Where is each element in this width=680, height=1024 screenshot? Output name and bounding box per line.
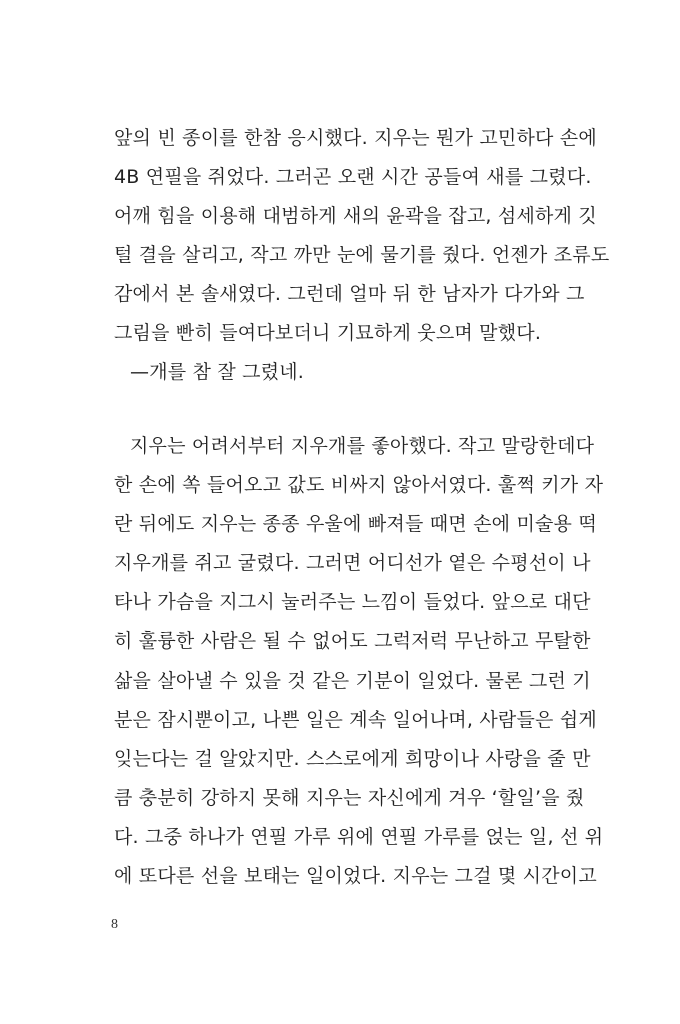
page-number: 8 <box>111 917 118 932</box>
text-line: 분은 잠시뿐이고, 나쁜 일은 계속 일어나며, 사람들은 쉽게 <box>114 709 597 731</box>
text-line: 삶을 살아낼 수 있을 것 같은 기분이 일었다. 물론 그런 기 <box>114 670 591 692</box>
text-line: 4B 연필을 쥐었다. 그러곤 오랜 시간 공들여 새를 그렸다. <box>114 166 592 188</box>
dialogue-line: —개를 참 잘 그렸네. <box>130 361 305 383</box>
text-line: 어깨 힘을 이용해 대범하게 새의 윤곽을 잡고, 섬세하게 깃 <box>114 205 597 227</box>
text-line: 지우는 어려서부터 지우개를 좋아했다. 작고 말랑한데다 <box>130 435 595 457</box>
text-line: 감에서 본 솔새였다. 그런데 얼마 뒤 한 남자가 다가와 그 <box>114 283 585 305</box>
text-line: 란 뒤에도 지우는 종종 우울에 빠져들 때면 손에 미술용 떡 <box>114 513 597 535</box>
text-line: 털 결을 살리고, 작고 까만 눈에 물기를 줬다. 언젠가 조류도 <box>114 244 610 266</box>
text-line: 잊는다는 걸 알았지만. 스스로에게 희망이나 사랑을 줄 만 <box>114 748 591 770</box>
text-line: 앞의 빈 종이를 한참 응시했다. 지우는 뭔가 고민하다 손에 <box>114 127 597 149</box>
text-line: 그림을 빤히 들여다보더니 기묘하게 웃으며 말했다. <box>114 322 542 344</box>
text-line: 에 또다른 선을 보태는 일이었다. 지우는 그걸 몇 시간이고 <box>114 865 597 887</box>
text-line: 타나 가슴을 지그시 눌러주는 느낌이 들었다. 앞으로 대단 <box>114 591 591 613</box>
text-line: 한 손에 쏙 들어오고 값도 비싸지 않아서였다. 훌쩍 키가 자 <box>114 474 604 496</box>
text-line: 다. 그중 하나가 연필 가루 위에 연필 가루를 얹는 일, 선 위 <box>114 826 604 848</box>
text-line: 지우개를 쥐고 굴렸다. 그러면 어디선가 옅은 수평선이 나 <box>114 552 591 574</box>
text-line: 히 훌륭한 사람은 될 수 없어도 그럭저럭 무난하고 무탈한 <box>114 630 591 652</box>
text-line: 큼 충분히 강하지 못해 지우는 자신에게 겨우 ‘할일’을 줬 <box>114 787 585 809</box>
